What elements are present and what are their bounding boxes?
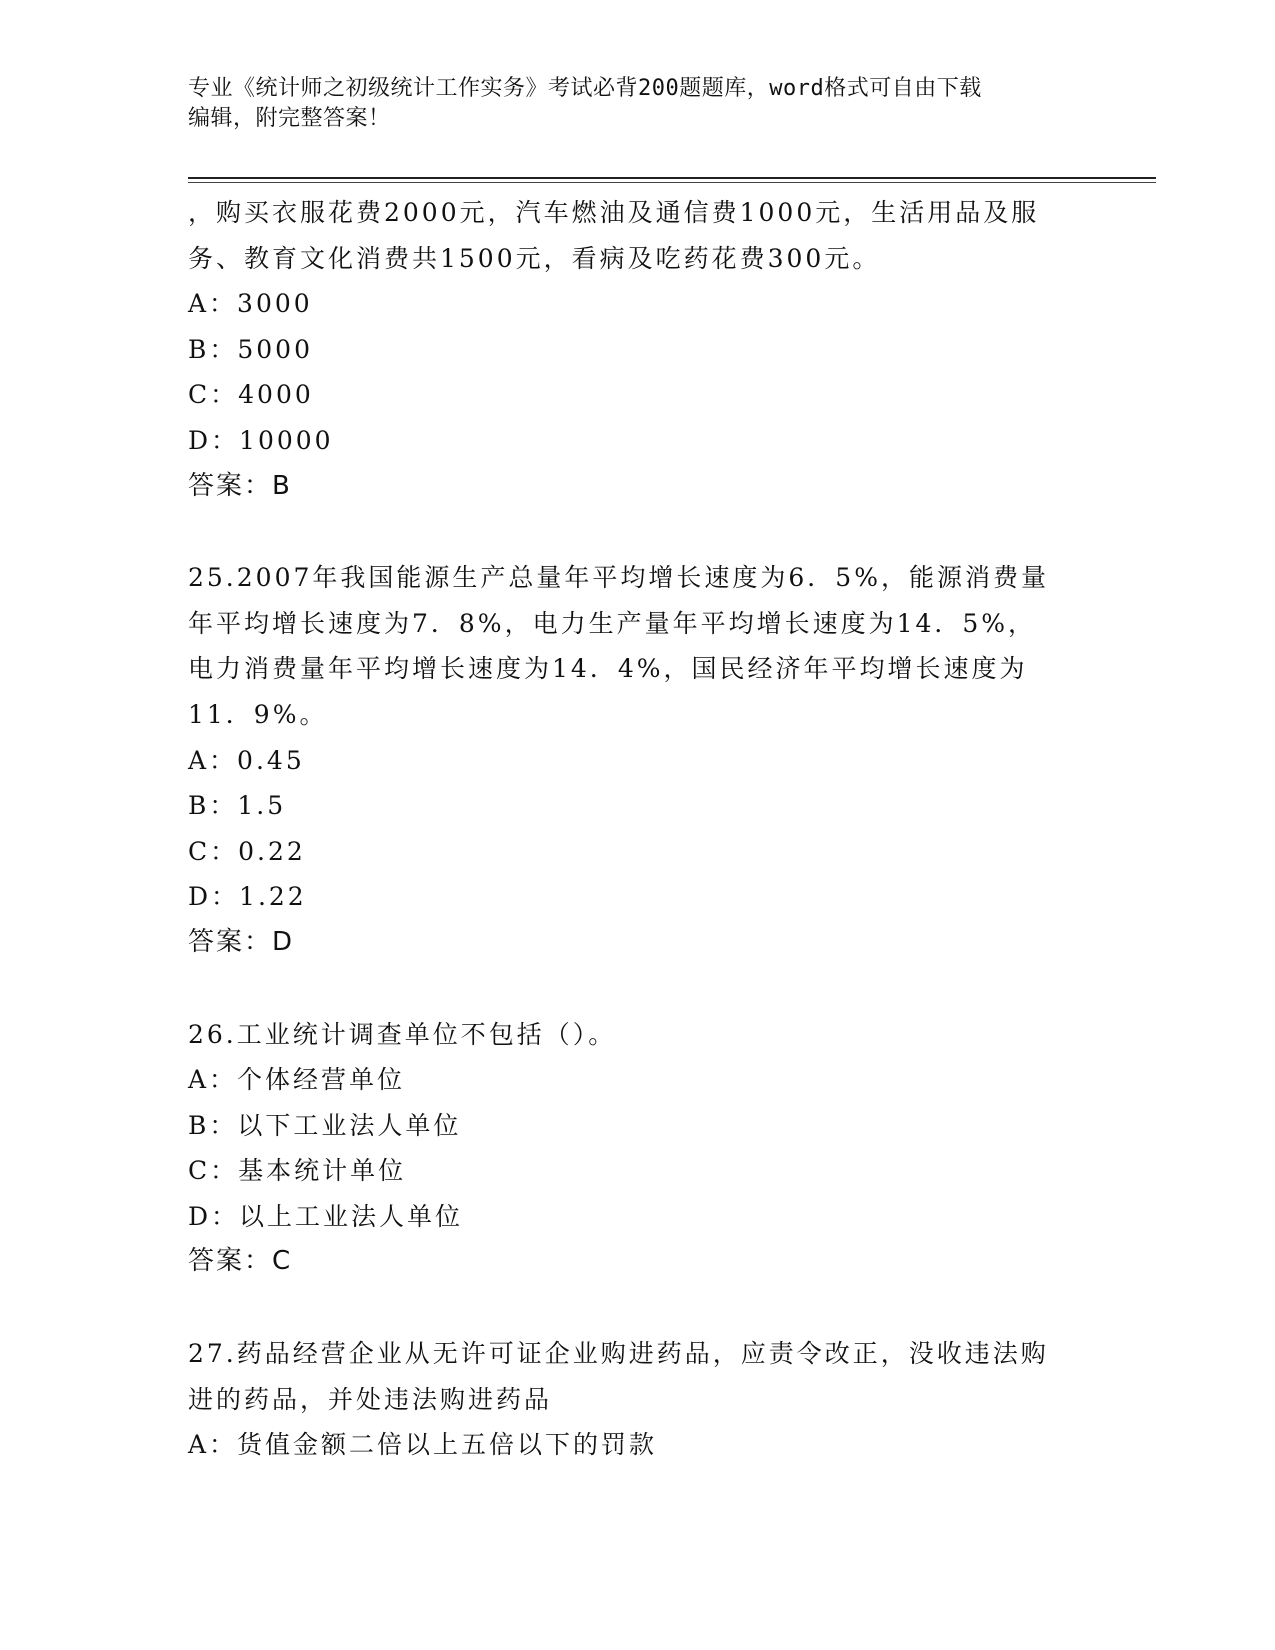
header-line-2: 编辑，附完整答案！ (188, 106, 391, 131)
question-text-line: 27.药品经营企业从无许可证企业购进药品，应责令改正，没收违法购 (188, 1339, 1049, 1369)
header-line-1: 专业《统计师之初级统计工作实务》考试必背200题题库，word格式可自由下载 (188, 76, 982, 101)
question-spacer (188, 509, 1088, 555)
option-d: D：以上工业法人单位 (188, 1201, 464, 1231)
question-24 (188, 190, 1088, 509)
question-spacer (188, 1285, 1088, 1331)
question-text-line: 进的药品，并处违法购进药品 (188, 1384, 553, 1414)
answer-line: 答案：B (188, 470, 292, 501)
option-c: C：0.22 (188, 836, 306, 866)
option-c: C：4000 (188, 380, 314, 410)
question-text-line: ，购买衣服花费2000元，汽车燃油及通信费1000元，生活用品及服 (188, 198, 1040, 227)
question-text-line: 11．9%。 (188, 699, 328, 729)
option-b: B：1.5 (188, 791, 287, 821)
option-d: D：10000 (188, 425, 334, 455)
header-divider-thin (188, 182, 1156, 183)
question-26 (188, 1012, 1088, 1286)
question-list (188, 190, 1088, 1468)
option-b: B：5000 (188, 334, 313, 364)
option-d: D：1.22 (188, 882, 307, 912)
question-text-line: 务、教育文化消费共1500元，看病及吃药花费300元。 (188, 243, 881, 273)
question-25 (188, 555, 1088, 965)
page-header (188, 74, 1088, 134)
question-text-line: 25.2007年我国能源生产总量年平均增长速度为6．5%，能源消费量 (188, 563, 1049, 593)
option-c: C：基本统计单位 (188, 1156, 407, 1186)
question-text-line: 电力消费量年平均增长速度为14．4%，国民经济年平均增长速度为 (188, 654, 1028, 684)
header-divider-thick (188, 177, 1156, 179)
question-text-line: 26.工业统计调查单位不包括（）。 (188, 1019, 617, 1049)
option-a: A：个体经营单位 (188, 1065, 406, 1095)
answer-line: 答案：C (188, 1246, 293, 1277)
answer-line: 答案：D (188, 926, 295, 957)
question-spacer (188, 966, 1088, 1012)
question-27 (188, 1331, 1088, 1468)
option-b: B：以下工业法人单位 (188, 1110, 462, 1140)
option-a: A：3000 (188, 289, 313, 319)
option-a: A：货值金额二倍以上五倍以下的罚款 (188, 1430, 658, 1460)
question-text-line: 年平均增长速度为7．8%，电力生产量年平均增长速度为14．5%， (188, 608, 1037, 638)
option-a: A：0.45 (188, 745, 305, 775)
